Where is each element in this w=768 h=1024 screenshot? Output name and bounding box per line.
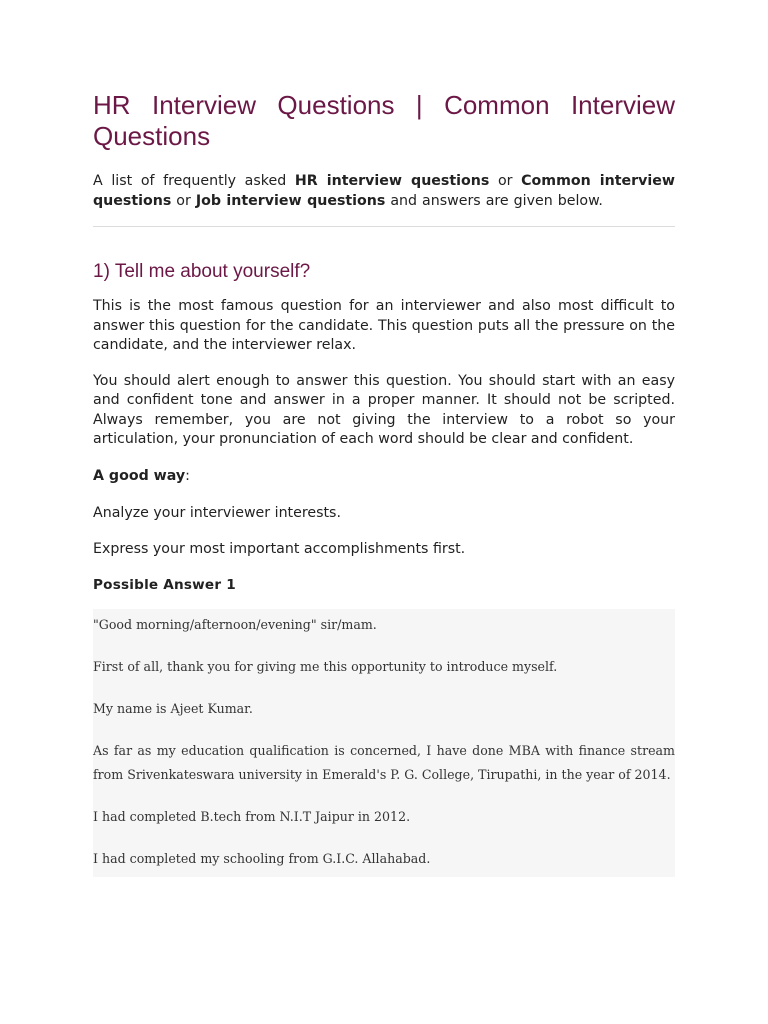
intro-keyword-hr: HR interview questions bbox=[294, 173, 490, 189]
intro-text-4: and answers are given below. bbox=[385, 193, 603, 209]
answer-line-schooling: I had completed my schooling from G.I.C. Allahabad. bbox=[93, 850, 431, 866]
answer-line-thanks: First of all, thank you for giving me this opportunity to introduce myself. bbox=[93, 658, 558, 674]
possible-answer-label: Possible Answer 1 bbox=[93, 576, 236, 593]
good-way-text: A good way bbox=[93, 467, 186, 484]
intro-text-1: A list of frequently asked bbox=[93, 173, 295, 189]
intro-text-3: or bbox=[171, 193, 196, 209]
answer-line-name: My name is Ajeet Kumar. bbox=[93, 700, 253, 716]
good-way-colon: : bbox=[185, 467, 190, 484]
intro-text-2: or bbox=[489, 173, 522, 189]
tip-1: Analyze your interviewer interests. bbox=[93, 504, 341, 521]
article bbox=[93, 90, 675, 877]
answer-line-education: As far as my education qualification is concerned, I have done MBA with finance stream from Srivenkateswara university in Emerald's P. G. College, Tirupathi, in the year of 2014. bbox=[93, 742, 675, 782]
question-paragraph-2: You should alert enough to answer this question. You should start with an easy and confident tone and answer in a proper manner. It should not be scripted. Always remember, you are not giving the interview to a robot so your articulation, your pronunciation of each word should be clear and confident. bbox=[93, 372, 675, 447]
section-divider bbox=[93, 226, 675, 227]
intro-keyword-common: Common interview questions bbox=[93, 173, 675, 209]
answer-line-btech: I had completed B.tech from N.I.T Jaipur in 2012. bbox=[93, 808, 411, 824]
intro-keyword-job: Job interview questions bbox=[195, 193, 386, 209]
intro-paragraph bbox=[93, 171, 675, 211]
question-paragraph-1: This is the most famous question for an interviewer and also most difficult to answer this question for the candidate. This question puts all the pressure on the candidate, and the interviewer relax. bbox=[93, 298, 675, 353]
tip-2: Express your most important accomplishments first. bbox=[93, 540, 466, 557]
good-way-label bbox=[93, 466, 675, 486]
answer-line-greeting: "Good morning/afternoon/evening" sir/mam. bbox=[93, 616, 377, 632]
answer-box bbox=[93, 609, 675, 877]
question-heading: 1) Tell me about yourself? bbox=[93, 261, 311, 282]
page-title: HR Interview Questions | Common Interview Questions bbox=[93, 90, 675, 151]
